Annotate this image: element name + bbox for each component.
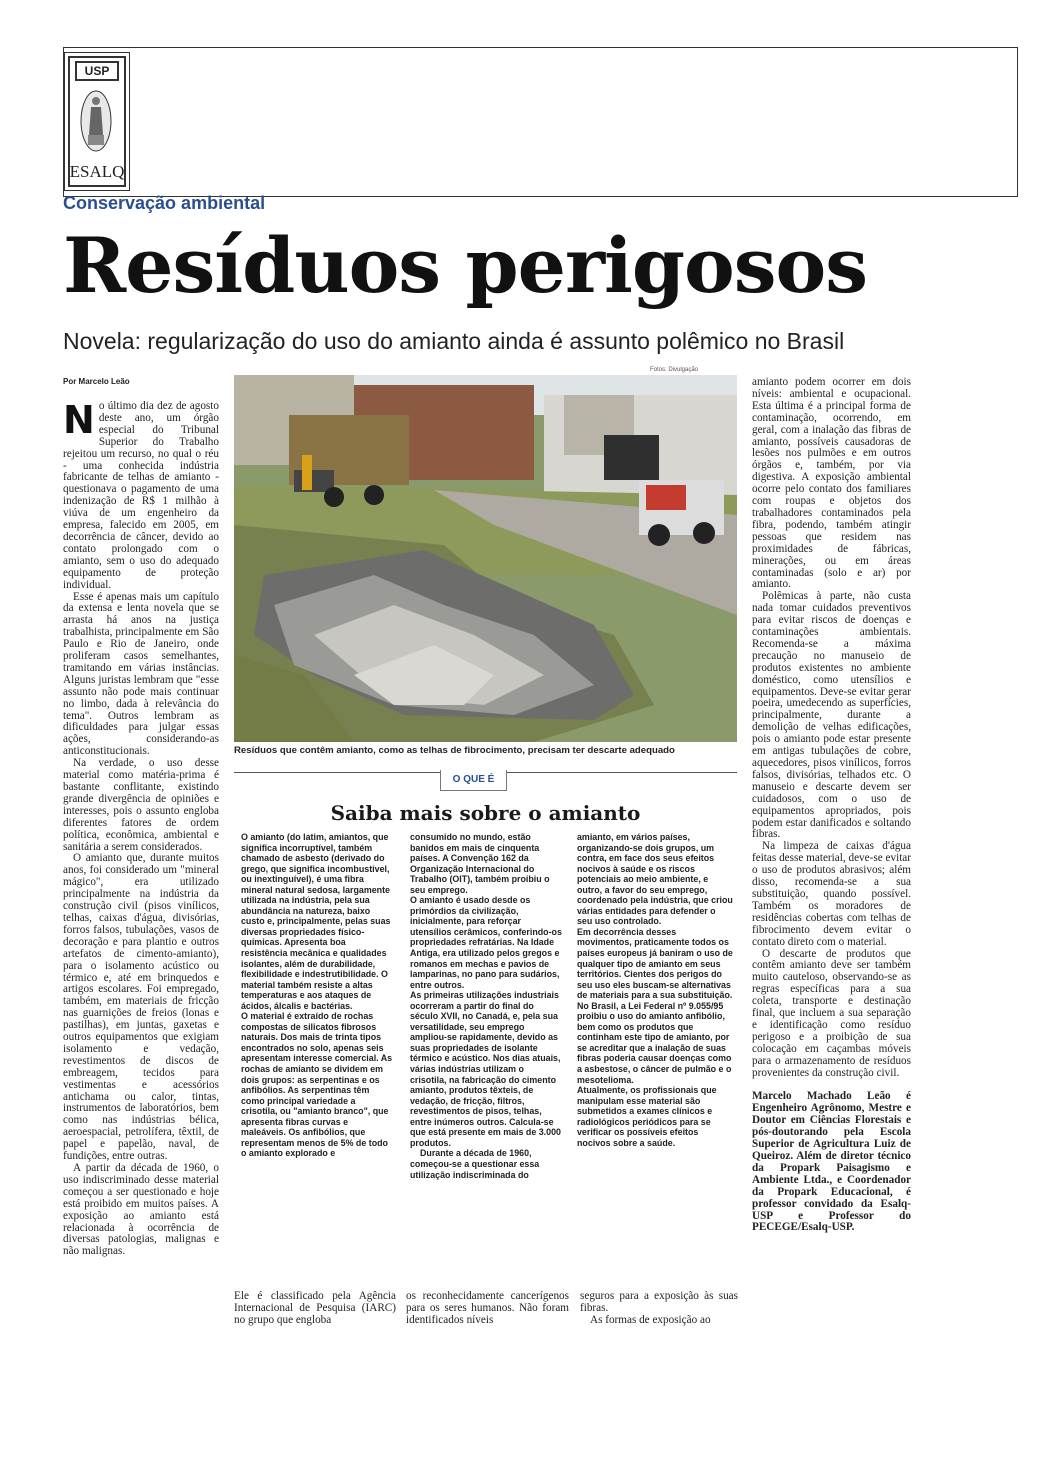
photo-caption: Resíduos que contêm amianto, como as telhas de fibrocimento, precisam ter descarte adequado (234, 745, 675, 756)
section-label: Conservação ambiental (63, 193, 266, 213)
article-paragraph: O amianto que, durante muitos anos, foi considerado um "mineral mágico", era utilizado principalmente na indústria da construção civil (pisos vinílicos, telhas, caixas d'água, divisórias, forros falsos, tubulações, vasos de decoração e para plantio e outros artefatos de cimento-amianto), para o isolamento acústico ou térmico e, até em brinquedos e artigos escolares. Foi empregado, também, em materiais de fricção nas guarnições de freios (lonas e pastilhas), em juntas, gaxetas e outros equipamentos que exigiam isolamento e vedação, revestimentos de discos de embreagem, tecidos para vestimentas e acessórios antichama ou calor, tintas, instrumentos de laboratórios, bem como nas indústrias bélica, aeroespacial, petrolífera, têxtil, de papel e papelão, naval, de fundições, entre outras. (63, 852, 219, 1163)
article-paragraph: amianto podem ocorrer em dois níveis: ambiental e ocupacional. Esta última é a principal forma de contaminação, ocorrendo, em geral, com a inalação das fibras de amianto, possíveis causadoras de lesões nos pulmões e em outros órgãos e, também, por via digestiva. A exposição ambiental ocorre pelo contato dos familiares com roupas e objetos dos trabalhadores contaminados pela fibra, podendo, também atingir pessoas que residem nas proximidades de fábricas, minerações, ou em áreas contaminadas (solo e ar) por amianto. (752, 376, 911, 591)
article-paragraph: Na verdade, o uso desse material como matéria-prima é bastante conflitante, existindo grande divergência de opiniões e interesses, pois o assunto engloba diferentes fatores de ordem política, econômica, ambiental e sanitária a serem considerados. (63, 757, 219, 853)
sidebar-paragraph: O amianto é usado desde os primórdios da civilização, inicialmente, para reforçar utensílios cerâmicos, conferindo-os propriedades refratárias. Na Idade Antiga, era utilizado pelos gregos e romanos em mechas e pavios de lamparinas, no pano para sudários, entre outros. (410, 895, 562, 990)
sidebar-column-1 (241, 832, 393, 1159)
article-column-5 (752, 377, 911, 1234)
sidebar-paragraph: No Brasil, a Lei Federal nº 9.055/95 proibiu o uso do amianto anfibólio, bem como os produtos que continham este tipo de amianto, por se acreditar que a inalação de suas fibras poderia causar doenças como a asbestose, o câncer de pulmão e o mesotelioma. (577, 1000, 732, 1085)
article-paragraph: No último dia dez de agosto deste ano, um órgão especial do Tribunal Superior do Trabalho rejeitou um recurso, no qual o réu - uma conhecida indústria fabricante de telhas de amianto - questionava o pagamento de uma indenização de R$ 1 milhão à viúva de um engenheiro da empresa, falecido em 2005, em decorrência de câncer, devido ao contato prolongado com o amianto, sem o uso do adequado equipamento de proteção individual. (63, 398, 219, 591)
sidebar-paragraph: Atualmente, os profissionais que manipulam esse material são submetidos a exames clínicos e radiológicos periódicos para se verificar os possíveis efeitos nocivos sobre a saúde. (577, 1085, 717, 1148)
sidebar-column-2 (410, 832, 562, 1180)
article-paragraph: Na limpeza de caixas d'água feitas desse material, deve-se evitar o uso de produtos abrasivos; além disso, recomenda-se a sua substituição, quando possível. Também os moradores de residências cobertas com telhas de fibrocimento devem evitar o contato direto com o material. (752, 840, 911, 948)
sidebar-paragraph: O amianto (do latim, amiantos, que significa incorruptível, também chamado de asbesto (derivado do grego, que significa incombustível, ou inextinguível), é uma fibra mineral natural sedosa, largamente utilizada na indústria, pela sua abundância na natureza, baixo custo e, principalmente, pelas suas diversas propriedades físico-químicas. Apresenta boa resistência mecânica e qualidades isolantes, além de durabilidade, flexibilidade e indestrutibilidade. O material também resiste a altas temperaturas e aos ataques de ácidos, álcalis e bactérias. (241, 832, 391, 1011)
article-column-3 (406, 1291, 569, 1327)
asbestos-waste-photo (234, 375, 737, 742)
article-paragraph: As formas de exposição ao (590, 1313, 711, 1326)
sidebar-column-3 (577, 832, 733, 1148)
sidebar-paragraph: As primeiras utilizações industriais ocorreram a partir do final do século XVII, no Canadá, e, pela sua versatilidade, seu emprego ampliou-se rapidamente, devido as suas propriedades de isolante térmico e acústico. Nos dias atuais, várias indústrias utilizam o crisotila, na fabricação do cimento amianto, produtos têxteis, de vedação, de fricção, filtros, revestimentos de pisos, telhas, entre inúmeros outros. Calcula-se que está presente em mais de 3.000 produtos. (410, 990, 561, 1148)
sidebar-paragraph: amianto, em vários países, organizando-se dois grupos, um contra, em face dos seus efeitos nocivos à saúde e os riscos potenciais ao meio ambiente, e outro, a favor do seu emprego, coordenado pela indústria, que criou várias entidades para defender o seu uso controlado. (577, 832, 733, 927)
article-column-1 (63, 398, 219, 1258)
sidebar-paragraph: Durante a década de 1960, começou-se a questionar essa utilização indiscriminada do (410, 1148, 540, 1180)
author-bio: Marcelo Machado Leão é Engenheiro Agrônomo, Mestre e Doutor em Ciências Florestais e pós-doutorando pela Escola Superior de Agricultura Luiz de Queiroz. Além de diretor técnico da Propark Paisagismo e Ambiente Ltda., e Coordenador da Propark Educacional, é professor convidado da Esalq-USP e Professor do PECEGE/Esalq-USP. (752, 1090, 911, 1234)
photo-credit: Fotos: Divulgação (650, 367, 699, 373)
sidebar-paragraph: consumido no mundo, estão banidos em mais de cinquenta países. A Convenção 162 da Organização Internacional do Trabalho (OIT), também proibiu o seu emprego. (410, 832, 550, 895)
header-frame (63, 47, 1018, 197)
article-paragraph: Ele é classificado pela Agência Internacional de Pesquisa (IARC) no grupo que engloba (234, 1290, 396, 1326)
sidebar-paragraph: Em decorrência desses movimentos, praticamente todos os países europeus já baniram o uso de qualquer tipo de amianto em seus territórios. Cientes dos perigos do seu uso eles buscam-se alternativas de materiais para a sua substituição. (577, 926, 733, 1001)
article-paragraph: O descarte de produtos que contêm amianto deve ser também muito cauteloso, observando-se as regras específicas para a sua coleta, transporte e destinação final, que incluem a sua separação e identificação como resíduo perigoso e a proibição de sua colocação em caçambas móveis para o armazenamento de resíduos provenientes da construção civil. (752, 947, 911, 1079)
logo-esalq-text: ESALQ (69, 162, 125, 181)
esalq-logo (64, 52, 130, 191)
headline: Resíduos perigosos (63, 221, 868, 310)
article-paragraph: A partir da década de 1960, o uso indiscriminado desse material começou a ser questionado e hoje está proibido em muitos países. A exposição ao amianto está relacionada à ocorrência de diversas patologias, malignas e não malignas. (63, 1162, 219, 1258)
sidebar-title: Saiba mais sobre o amianto (330, 801, 641, 825)
article-paragraph: Esse é apenas mais um capítulo da extensa e lenta novela que se arrasta há anos na justiça trabalhista, principalmente em São Paulo e Rio de Janeiro, onde proliferam casos semelhantes, tramitando em várias instâncias. Alguns juristas lembram que "esse assunto não pode mais continuar no limbo, dada à relevância do tema". Outros lembram as dificuldades para julgar essas ações, considerando-as anticonstitucionais. (63, 590, 219, 758)
article-column-4 (580, 1291, 738, 1327)
article-paragraph: Polêmicas à parte, não custa nada tomar cuidados preventivos para evitar riscos de doenças e contaminações ambientais. Recomenda-se a máxima precaução no manuseio de produtos existentes no ambiente doméstico, como utensílios e equipamentos. Deve-se evitar gerar poeira, umedecendo as superfícies, principalmente, durante a demolição de velhas edificações, pois o amianto pode estar presente em antigas tubulações de cobre, aquecedores, pisos vinílicos, forros falsos, divisórias, telhados etc. O manuseio e descarte devem ser cuidadosos, com o uso de equipamentos apropriados, pois podem estar danificados e soltando fibras. (752, 590, 911, 841)
byline: Por Marcelo Leão (63, 377, 130, 386)
subheadline: Novela: regularização do uso do amianto ainda é assunto polêmico no Brasil (63, 328, 845, 354)
article-paragraph: os reconhecidamente cancerígenos para os seres humanos. Não foram identificados níveis (406, 1290, 569, 1326)
sidebar-paragraph: O material é extraído de rochas compostas de silicatos fibrosos naturais. Dos mais de trinta tipos encontrados no solo, apenas seis apresentam interesse comercial. As rochas de amianto se dividem em dois grupos: as serpentinas e os anfibólios. As serpentinas têm como principal variedade a crisotila, ou "amianto branco", que apresenta fibras curvas e maleáveis. Os anfibólios, que representam menos de 5% de todo o amianto explorado e (241, 1011, 393, 1159)
drop-cap: N (63, 398, 95, 442)
article-column-2 (234, 1291, 396, 1327)
statue-icon (79, 83, 113, 155)
sidebar-tag: O QUE É (440, 770, 507, 791)
logo-usp-text: USP (75, 61, 119, 81)
article-paragraph: seguros para a exposição às suas fibras. (580, 1290, 738, 1314)
